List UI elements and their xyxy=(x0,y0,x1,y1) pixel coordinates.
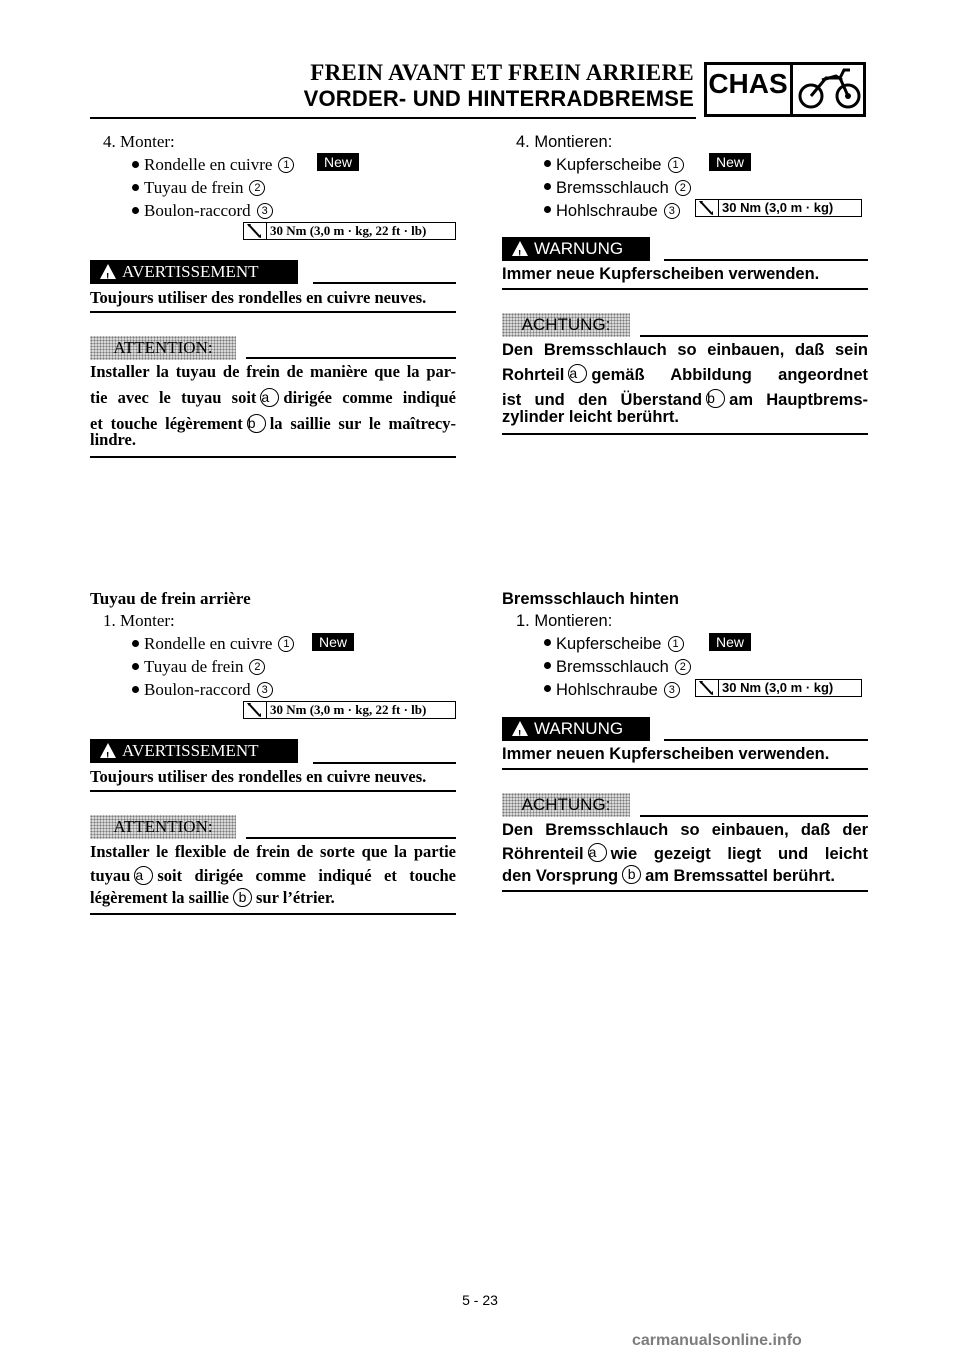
header-title-de: VORDER- UND HINTERRADBREMSE xyxy=(303,86,694,111)
new-badge: New xyxy=(709,633,751,651)
section-label: CHAS xyxy=(708,68,788,99)
attention-line: légèrement la saillie b sur l’étrier. xyxy=(90,888,335,907)
bullet-icon xyxy=(132,161,139,168)
torque-spec: 30 Nm (3,0 m · kg, 22 ft · lb) xyxy=(243,222,456,240)
attention-line: zylinder leicht berührt. xyxy=(502,408,679,426)
list-item: Tuyau de frein 2 xyxy=(132,177,265,199)
callout-number: 2 xyxy=(249,180,265,196)
bullet-icon xyxy=(544,206,551,213)
warning-triangle-icon xyxy=(512,241,528,256)
attention-line: Den Bremsschlauch so einbauen, daß sein xyxy=(502,341,868,359)
attention-line: Rohrteil a gemäß Abbildung angeordnet xyxy=(502,365,868,384)
callout-number: 3 xyxy=(257,682,273,698)
section-heading: Tuyau de frein arrière xyxy=(90,589,251,608)
warning-label: ! AVERTISSEMENT xyxy=(90,260,298,284)
attention-end-rule xyxy=(502,433,868,435)
warning-triangle-icon xyxy=(100,264,116,279)
bullet-icon xyxy=(544,183,551,190)
attention-line: Den Bremsschlauch so einbauen, daß der xyxy=(502,821,868,839)
callout-letter: b xyxy=(706,389,725,408)
attention-line: tuyau a soit dirigée comme indiqué et touche xyxy=(90,866,456,885)
new-badge: New xyxy=(709,153,751,171)
list-item: Rondelle en cuivre 1 xyxy=(132,154,294,176)
callout-number: 2 xyxy=(675,180,691,196)
list-item: Boulon-raccord 3 xyxy=(132,679,273,701)
callout-letter: a xyxy=(588,843,607,862)
attention-label: ACHTUNG: xyxy=(502,313,630,337)
attention-line: Installer le flexible de frein de sorte que la partie xyxy=(90,842,456,861)
attention-line: den Vorsprung b am Bremssattel berührt. xyxy=(502,866,835,885)
list-item: Bremsschlauch 2 xyxy=(544,656,691,678)
warning-triangle-icon xyxy=(512,721,528,736)
list-item: Rondelle en cuivre 1 xyxy=(132,633,294,655)
list-item: Kupferscheibe 1 xyxy=(544,633,684,655)
warning-text: Toujours utiliser des rondelles en cuivre neuves. xyxy=(90,288,427,307)
callout-letter: a xyxy=(260,388,279,407)
step-1-left: 1. Monter: xyxy=(103,611,175,630)
warning-text: Immer neuen Kupferscheiben verwenden. xyxy=(502,745,830,763)
torque-spec: 30 Nm (3,0 m · kg) xyxy=(695,199,862,217)
callout-letter: b xyxy=(247,414,266,433)
callout-letter: b xyxy=(622,865,641,884)
step-1-right: 1. Montieren: xyxy=(516,612,613,630)
torque-spec: 30 Nm (3,0 m · kg, 22 ft · lb) xyxy=(243,701,456,719)
callout-number: 3 xyxy=(257,203,273,219)
new-badge: New xyxy=(317,153,359,171)
bullet-icon xyxy=(132,686,139,693)
wrench-icon xyxy=(696,200,719,216)
attention-line: Installer la tuyau de frein de manière que la par- xyxy=(90,362,456,381)
attention-line: Röhrenteil a wie gezeigt liegt und leicht xyxy=(502,844,868,863)
attention-line: et touche légèrement b la saillie sur le maîtrecy- xyxy=(90,414,457,433)
warning-label: ! AVERTISSEMENT xyxy=(90,739,298,763)
header-rule xyxy=(90,117,696,119)
warning-label: ! WARNUNG xyxy=(502,717,650,741)
list-item: Boulon-raccord 3 xyxy=(132,200,273,222)
new-badge: New xyxy=(312,633,354,651)
attention-line: tie avec le tuyau soit a dirigée comme indiqué xyxy=(90,388,456,407)
bullet-icon xyxy=(544,662,551,669)
attention-label: ATTENTION: xyxy=(90,815,236,839)
attention-label: ATTENTION: xyxy=(90,336,236,360)
attention-line: ist und den Überstand b am Hauptbrems- xyxy=(502,390,868,409)
list-item: Bremsschlauch 2 xyxy=(544,177,691,199)
warning-text: Toujours utiliser des rondelles en cuivre neuves. xyxy=(90,767,427,786)
warning-text: Immer neue Kupferscheiben verwenden. xyxy=(502,265,820,283)
callout-letter: a xyxy=(568,364,587,383)
wrench-icon xyxy=(244,702,267,718)
attention-end-rule xyxy=(90,913,456,915)
bullet-icon xyxy=(544,685,551,692)
wrench-icon xyxy=(244,223,267,239)
warning-end-rule xyxy=(502,768,868,770)
torque-spec: 30 Nm (3,0 m · kg) xyxy=(695,679,862,697)
callout-number: 1 xyxy=(668,636,684,652)
warning-end-rule xyxy=(90,790,456,792)
warning-label: ! WARNUNG xyxy=(502,237,650,261)
wrench-icon xyxy=(696,680,719,696)
list-item: Hohlschraube 3 xyxy=(544,200,680,222)
motorcycle-icon xyxy=(796,64,864,114)
attention-label: ACHTUNG: xyxy=(502,793,630,817)
attention-end-rule xyxy=(502,890,868,892)
bullet-icon xyxy=(544,639,551,646)
list-item: Tuyau de frein 2 xyxy=(132,656,265,678)
list-item: Kupferscheibe 1 xyxy=(544,154,684,176)
callout-number: 1 xyxy=(668,157,684,173)
callout-letter: b xyxy=(233,888,252,907)
callout-number: 3 xyxy=(664,203,680,219)
bullet-icon xyxy=(132,184,139,191)
bullet-icon xyxy=(132,663,139,670)
warning-end-rule xyxy=(90,311,456,313)
attention-end-rule xyxy=(90,456,456,458)
callout-letter: a xyxy=(134,866,153,885)
callout-number: 1 xyxy=(278,157,294,173)
callout-number: 2 xyxy=(675,659,691,675)
header-title-fr: FREIN AVANT ET FREIN ARRIERE xyxy=(310,60,694,85)
watermark: carmanualsonline.info xyxy=(632,1332,802,1349)
callout-number: 1 xyxy=(278,636,294,652)
step-4-right: 4. Montieren: xyxy=(516,133,613,151)
bullet-icon xyxy=(544,160,551,167)
page-number: 5 - 23 xyxy=(462,1292,498,1308)
step-4-left: 4. Monter: xyxy=(103,132,175,151)
section-heading: Bremsschlauch hinten xyxy=(502,590,679,608)
section-divider xyxy=(790,62,793,117)
bullet-icon xyxy=(132,640,139,647)
warning-triangle-icon xyxy=(100,743,116,758)
callout-number: 3 xyxy=(664,682,680,698)
attention-line: lindre. xyxy=(90,430,136,449)
bullet-icon xyxy=(132,207,139,214)
warning-end-rule xyxy=(502,288,868,290)
list-item: Hohlschraube 3 xyxy=(544,679,680,701)
callout-number: 2 xyxy=(249,659,265,675)
